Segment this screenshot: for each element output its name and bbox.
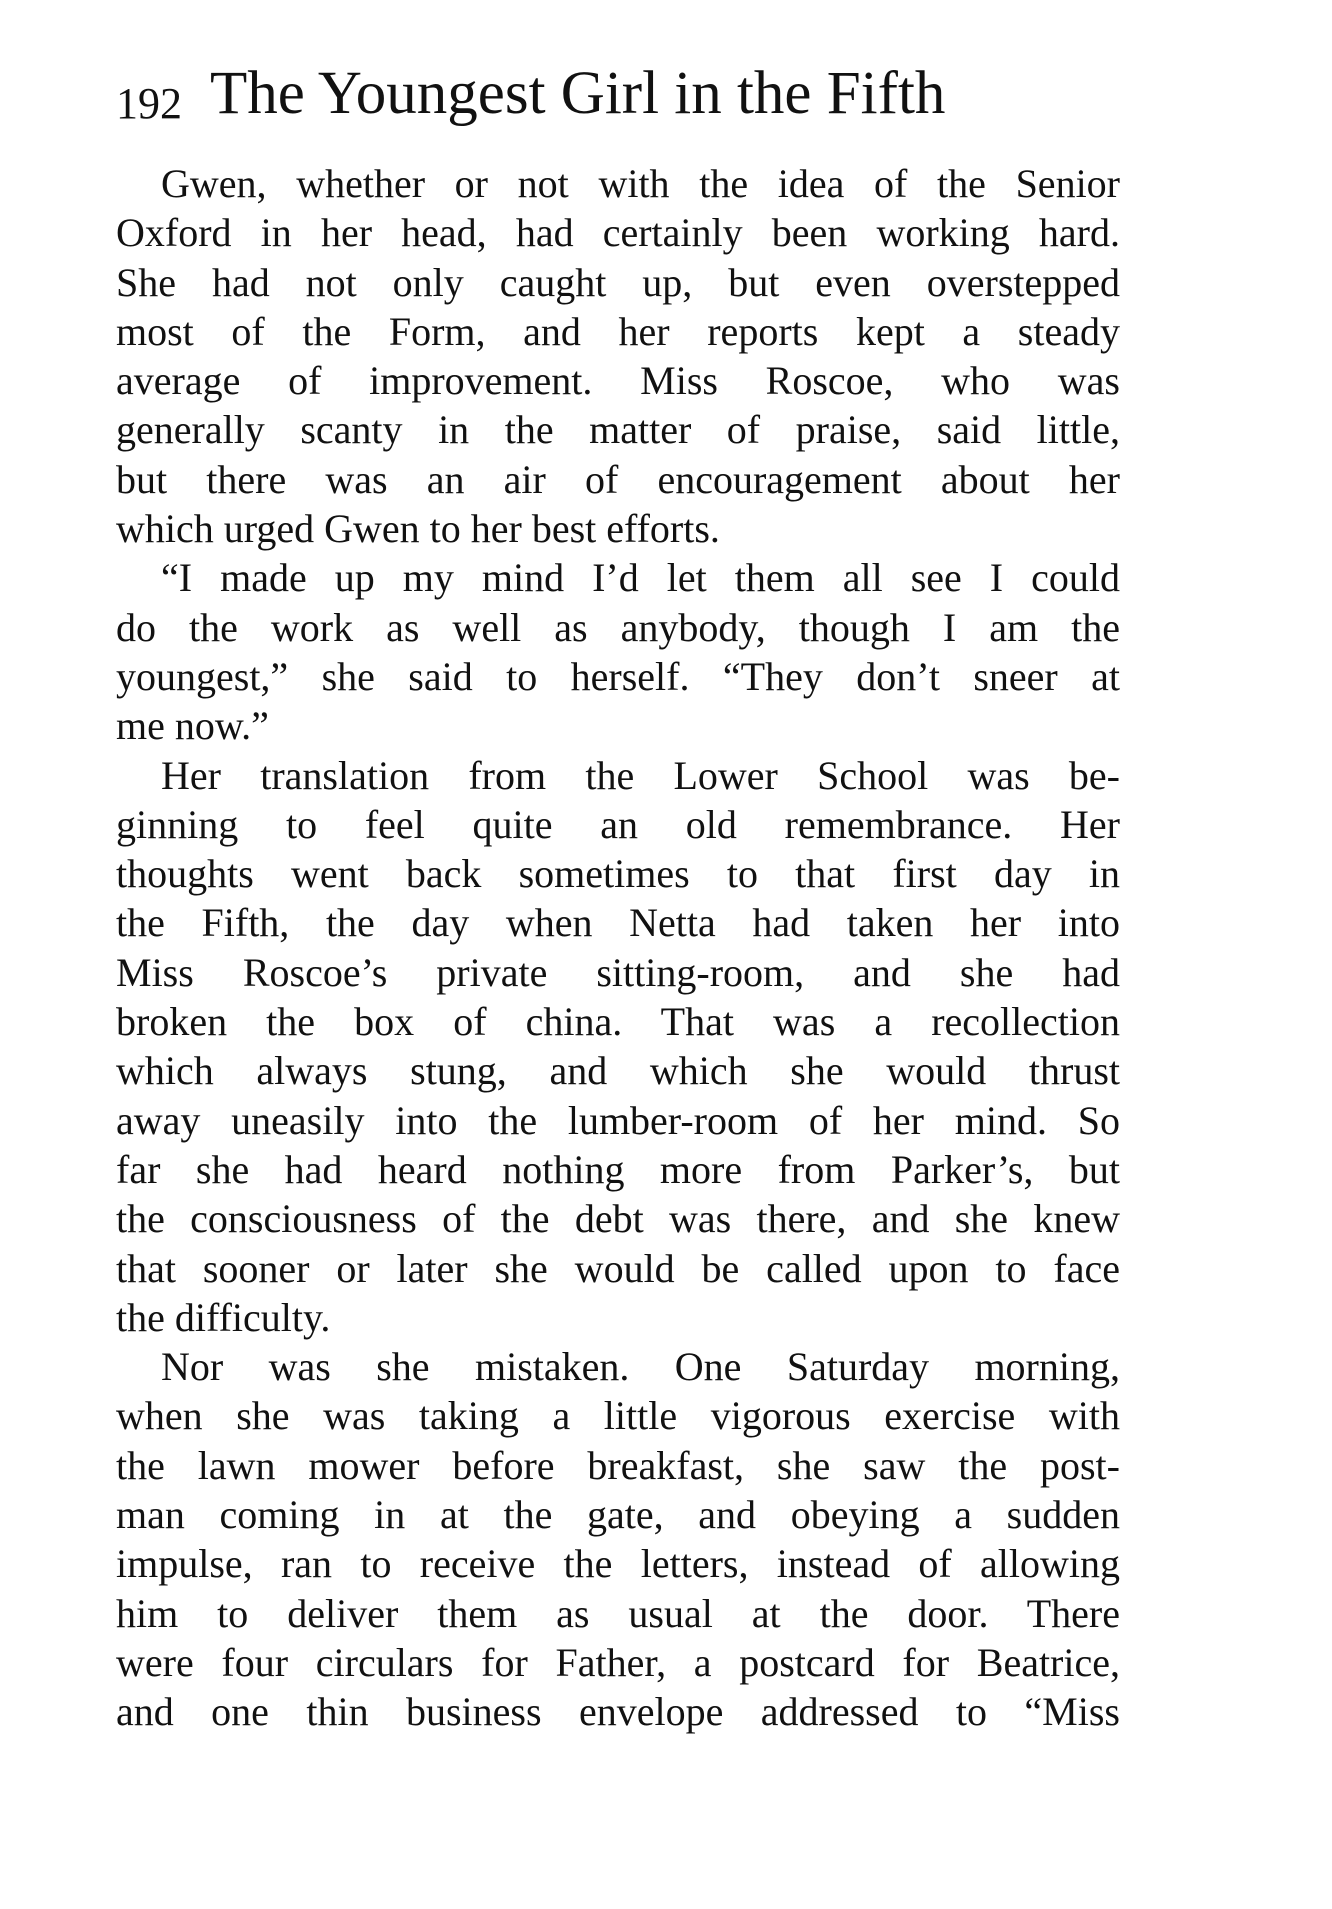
text-line: ginning to feel quite an old remembrance. Her bbox=[116, 801, 1120, 847]
text-line: average of improvement. Miss Roscoe, who was bbox=[116, 358, 1120, 404]
text-line: impulse, ran to receive the letters, instead of allowing bbox=[116, 1541, 1120, 1587]
text-line: which always stung, and which she would thrust bbox=[116, 1048, 1120, 1094]
text-line: when she was taking a little vigorous exercise with bbox=[116, 1393, 1120, 1439]
text-line: away uneasily into the lumber-room of her mind. So bbox=[116, 1097, 1120, 1143]
paragraph bbox=[116, 553, 1120, 750]
text-line: broken the box of china. That was a recollection bbox=[116, 999, 1120, 1045]
text-line: Her translation from the Lower School was be- bbox=[161, 752, 1120, 798]
text-line: that sooner or later she would be called upon to face bbox=[116, 1245, 1120, 1291]
running-title: The Youngest Girl in the Fifth bbox=[210, 60, 946, 127]
text-line: but there was an air of encouragement about her bbox=[116, 456, 1120, 502]
text-line: the Fifth, the day when Netta had taken her into bbox=[116, 900, 1120, 946]
paragraph bbox=[116, 159, 1120, 553]
text-line: man coming in at the gate, and obeying a sudden bbox=[116, 1492, 1120, 1538]
text-line: Gwen, whether or not with the idea of the Senior bbox=[161, 161, 1120, 206]
text-line: were four circulars for Father, a postcard for Beatrice, bbox=[116, 1639, 1120, 1685]
paragraph bbox=[116, 751, 1120, 1343]
text-line: youngest,” she said to herself. “They don’t sneer at bbox=[116, 653, 1120, 699]
body-text bbox=[116, 159, 1120, 1737]
page-header bbox=[116, 52, 1076, 142]
text-line: far she had heard nothing more from Parker’s, but bbox=[116, 1146, 1120, 1192]
text-line: and one thin business envelope addressed to “Miss bbox=[116, 1689, 1120, 1735]
text-line: Miss Roscoe’s private sitting-room, and she had bbox=[116, 949, 1120, 995]
text-line: Oxford in her head, had certainly been working hard. bbox=[116, 210, 1120, 256]
text-line: She had not only caught up, but even overstepped bbox=[116, 259, 1120, 305]
text-line: “I made up my mind I’d let them all see I could bbox=[161, 555, 1120, 601]
text-line: which urged Gwen to her best efforts. bbox=[116, 506, 720, 552]
paragraph bbox=[116, 1342, 1120, 1736]
text-line: the lawn mower before breakfast, she saw the post- bbox=[116, 1442, 1120, 1488]
text-line: him to deliver them as usual at the door. There bbox=[116, 1590, 1120, 1636]
text-line: Nor was she mistaken. One Saturday morning, bbox=[161, 1344, 1120, 1390]
text-line: thoughts went back sometimes to that first day in bbox=[116, 851, 1120, 897]
text-line: the difficulty. bbox=[116, 1294, 331, 1340]
text-line: do the work as well as anybody, though I am the bbox=[116, 604, 1120, 650]
text-line: most of the Form, and her reports kept a steady bbox=[116, 308, 1120, 354]
page-number: 192 bbox=[116, 79, 182, 128]
text-line: the consciousness of the debt was there, and she knew bbox=[116, 1196, 1120, 1242]
text-line: me now.” bbox=[116, 703, 269, 749]
text-line: generally scanty in the matter of praise, said little, bbox=[116, 407, 1120, 453]
